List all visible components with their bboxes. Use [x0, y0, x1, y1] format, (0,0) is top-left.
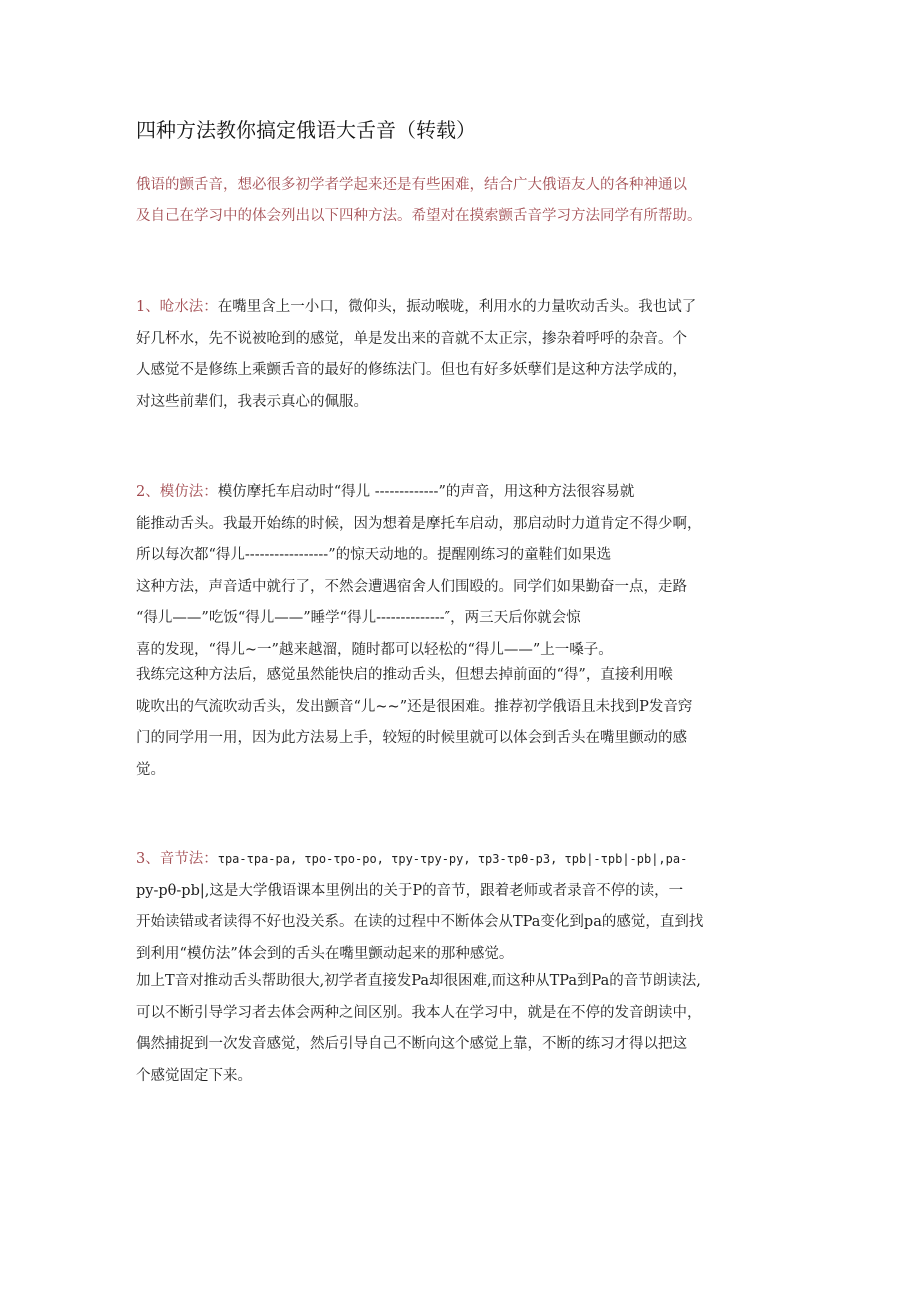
paragraph-line: 咙吹出的气流吹动舌头，发出颤音“儿~~”还是很困难。推荐初学俄语且未找到P发音窍 — [136, 698, 693, 715]
section-label: 1、呛水法： — [136, 299, 218, 315]
paragraph-line: py-pθ-pb|,这是大学俄语课本里例出的关于P的音节，跟着老师或者录音不停的读，一 — [136, 882, 684, 899]
syllable-sequence: τpa-τpa-pa, τpo-τpo-po, τpy-τpy-py, τp3-τpθ-p3, τpb|-τpb|-pb|,pa- — [217, 852, 688, 866]
paragraph-line — [136, 477, 776, 509]
section-water-method — [136, 292, 776, 418]
paragraph-line: 这种方法，声音适中就行了，不然会遭遇宿舍人们围殴的。同学们如果勤奋一点，走路 — [136, 578, 687, 595]
paragraph-text: 在嘴里含上一小口，微仰头，振动喉咙，利用水的力量吹动舌头。我也试了 — [217, 299, 697, 315]
paragraph-line — [136, 292, 776, 324]
paragraph-line: 觉。 — [136, 761, 165, 778]
paragraph-line: 好几杯水，先不说被呛到的感觉，单是发出来的音就不太正宗，掺杂着呼呼的杂音。个 — [136, 330, 687, 347]
paragraph-line: 加上T音对推动舌头帮助很大,初学者直接发Pa却很困难,而这种从TPa到Pa的音节朗读法, — [136, 973, 701, 989]
paragraph-line: 人感觉不是修练上乘颤舌音的最好的修练法门。但也有好多妖孽们是这种方法学成的， — [136, 362, 687, 378]
paragraph-line: “得儿——”吃饭“得儿——”睡学“得儿--------------″，两三天后你就会惊 — [136, 610, 581, 626]
paragraph-line: 我练完这种方法后，感觉虽然能快启的推动舌头，但想去掉前面的“得”，直接利用喉 — [136, 667, 673, 683]
paragraph-line: 能推动舌头。我最开始练的时候，因为想着是摩托车启动，那启动时力道肯定不得少啊， — [136, 515, 702, 532]
page-title: 四种方法教你搞定俄语大舌音（转载） — [136, 118, 476, 142]
intro-line: 俄语的颤舌音，想必很多初学者学起来还是有些困难，结合广大俄语友人的各种神通以 — [136, 177, 687, 193]
section-syllable-followup — [136, 966, 776, 1092]
section-syllable-method — [136, 844, 776, 970]
section-label: 2、模仿法： — [136, 484, 218, 500]
intro-paragraph — [136, 170, 788, 232]
paragraph-line: 开始读错或者读得不好也没关系。在读的过程中不断体会从TPa变化到pa的感觉，直到找 — [136, 914, 704, 930]
paragraph-line: 可以不断引导学习者去体会两种之间区别。我本人在学习中，就是在不停的发音朗读中， — [136, 1004, 702, 1021]
paragraph-line — [136, 844, 776, 876]
paragraph-line: 门的同学用一用，因为此方法易上手，较短的时候里就可以体会到舌头在嘴里颤动的感 — [136, 730, 687, 746]
intro-line: 及自己在学习中的体会列出以下四种方法。希望对在摸索颤舌音学习方法同学有所帮助。 — [136, 208, 702, 224]
paragraph-line: 所以每次都“得儿-----------------”的惊天动地的。提醒刚练习的童鞋们如果选 — [136, 547, 612, 563]
section-imitation-method — [136, 477, 776, 666]
section-imitation-followup — [136, 660, 776, 786]
paragraph-text: 模仿摩托车启动时“得儿 -------------”的声音，用这种方法很容易就 — [217, 484, 635, 500]
paragraph-line: 对这些前辈们，我表示真心的佩服。 — [136, 393, 368, 410]
paragraph-line: 偶然捕捉到一次发音感觉，然后引导自己不断向这个感觉上靠，不断的练习才得以把这 — [136, 1036, 687, 1052]
paragraph-line: 喜的发现，“得儿~一”越来越溜，随时都可以轻松的“得儿——”上一嗓子。 — [136, 641, 613, 658]
paragraph-line: 个感觉固定下来。 — [136, 1067, 252, 1084]
paragraph-line: 到利用“模仿法”体会到的舌头在嘴里颤动起来的那种感觉。 — [136, 945, 514, 962]
section-label: 3、音节法： — [136, 851, 218, 867]
